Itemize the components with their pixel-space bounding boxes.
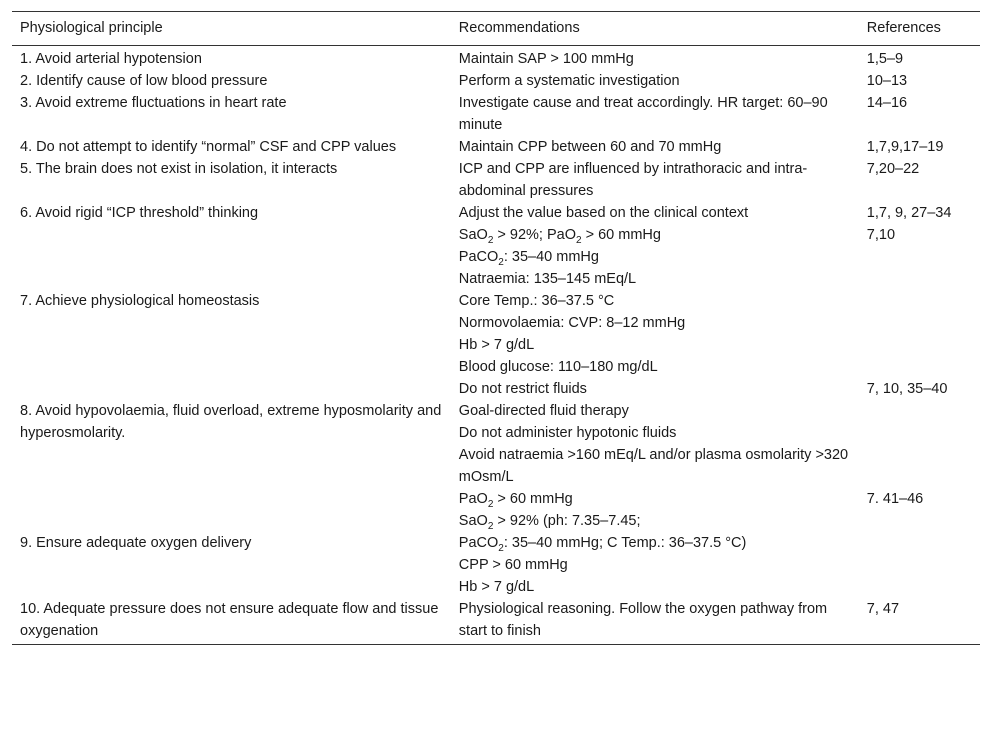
- reference-cell: 14–16: [866, 95, 908, 111]
- table-row: [12, 598, 980, 645]
- reference-cell-empty: [859, 356, 980, 378]
- table-row: [12, 46, 980, 71]
- reference-cell-empty: [859, 510, 980, 532]
- reference-cell-empty: [859, 422, 980, 444]
- header-row: [12, 12, 980, 46]
- recommendation-cell: Do not administer hypotonic fluids: [458, 425, 677, 441]
- reference-cell-empty: [859, 312, 980, 334]
- recommendation-cell: Core Temp.: 36–37.5 °C: [458, 293, 615, 309]
- principle-cell-empty: [12, 224, 451, 246]
- reference-cell-empty: [859, 334, 980, 356]
- table-row: [12, 488, 980, 510]
- recommendation-cell: Physiological reasoning. Follow the oxygen pathway from start to finish: [451, 598, 859, 645]
- reference-cell-empty: [859, 246, 980, 268]
- table-row: [12, 400, 980, 422]
- principle-cell: 5. The brain does not exist in isolation, it interacts: [20, 161, 338, 177]
- reference-cell: 7,10: [866, 227, 896, 243]
- table-row: [12, 576, 980, 598]
- table-row: [12, 356, 980, 378]
- principle-cell: 6. Avoid rigid “ICP threshold” thinking: [20, 205, 259, 221]
- header-principle: Physiological principle: [12, 12, 451, 46]
- recommendation-cell: Maintain CPP between 60 and 70 mmHg: [458, 139, 722, 155]
- recommendation-cell: Hb > 7 g/dL: [458, 579, 535, 595]
- table-row: [12, 290, 980, 312]
- principle-cell-empty: [12, 576, 451, 598]
- principle-cell: 10. Adequate pressure does not ensure adequate flow and tissue oxygenation: [12, 598, 451, 645]
- reference-cell-empty: [859, 290, 980, 312]
- reference-cell: 7, 10, 35–40: [866, 381, 948, 397]
- principle-cell-empty: [12, 554, 451, 576]
- principle-cell-empty: [12, 378, 451, 400]
- table-row: [12, 136, 980, 158]
- table-row: [12, 158, 980, 202]
- recommendation-cell: SaO$_2$ > 92%; PaO$_2$ > 60 mmHg: [458, 227, 661, 246]
- reference-cell: 1,7, 9, 27–34: [866, 205, 952, 221]
- reference-cell-empty: [859, 444, 980, 488]
- principle-cell: 8. Avoid hypovolaemia, fluid overload, extreme hyposmolarity and hyperosmolarity.: [20, 403, 442, 441]
- table-row: [12, 202, 980, 224]
- recommendation-cell: CPP > 60 mmHg: [458, 557, 568, 573]
- principle-cell: 9. Ensure adequate oxygen delivery: [20, 535, 252, 551]
- recommendation-cell: Perform a systematic investigation: [458, 73, 680, 89]
- reference-cell-empty: [859, 532, 980, 554]
- table-row: [12, 334, 980, 356]
- principle-cell-empty: [12, 246, 451, 268]
- principle-cell-empty: [12, 488, 451, 510]
- table-row: [12, 92, 980, 136]
- recommendation-cell: Adjust the value based on the clinical context: [458, 205, 749, 221]
- table-row: [12, 246, 980, 268]
- principle-cell-empty: [12, 356, 451, 378]
- principle-cell: 4. Do not attempt to identify “normal” CSF and CPP values: [20, 139, 397, 155]
- table-row: [12, 224, 980, 246]
- recommendation-cell: Normovolaemia: CVP: 8–12 mmHg: [458, 315, 686, 331]
- recommendation-cell: Natraemia: 135–145 mEq/L: [458, 271, 637, 287]
- principle-cell: 3. Avoid extreme fluctuations in heart rate: [20, 95, 287, 111]
- recommendations-table: [12, 11, 980, 645]
- header-references: References: [859, 12, 980, 46]
- recommendation-cell: Investigate cause and treat accordingly. HR target: 60–90 minute: [458, 95, 828, 133]
- reference-cell: 7,20–22: [866, 161, 920, 177]
- recommendation-cell: PaCO$_2$: 35–40 mmHg: [458, 249, 599, 268]
- reference-cell: 1,7,9,17–19: [866, 139, 944, 155]
- header-recommendations: Recommendations: [451, 12, 859, 46]
- reference-cell: 7. 41–46: [866, 491, 924, 507]
- recommendation-cell: Maintain SAP > 100 mmHg: [458, 51, 634, 67]
- recommendation-cell: Blood glucose: 110–180 mg/dL: [458, 359, 658, 375]
- table-row: [12, 510, 980, 532]
- table-row: [12, 70, 980, 92]
- principle-cell: 7. Achieve physiological homeostasis: [20, 293, 260, 309]
- principle-cell: 2. Identify cause of low blood pressure: [20, 73, 268, 89]
- table-row: [12, 378, 980, 400]
- recommendation-cell: PaO$_2$ > 60 mmHg: [458, 491, 573, 510]
- reference-cell-empty: [859, 268, 980, 290]
- principle-cell-empty: [12, 510, 451, 532]
- reference-cell: 1,5–9: [866, 51, 904, 67]
- principle-cell-empty: [12, 334, 451, 356]
- recommendation-cell: Goal-directed fluid therapy: [458, 403, 629, 419]
- reference-cell: 10–13: [866, 73, 908, 89]
- principle-cell: 1. Avoid arterial hypotension: [20, 51, 202, 67]
- recommendation-cell: Avoid natraemia >160 mEq/L and/or plasma osmolarity >320 mOsm/L: [458, 447, 849, 485]
- recommendation-cell: Hb > 7 g/dL: [458, 337, 535, 353]
- recommendation-cell: Do not restrict fluids: [458, 381, 587, 397]
- recommendation-cell: PaCO$_2$: 35–40 mmHg; C Temp.: 36–37.5 °C): [458, 535, 747, 554]
- recommendation-cell: ICP and CPP are influenced by intrathoracic and intra-abdominal pressures: [458, 161, 808, 199]
- table-row: [12, 532, 980, 554]
- recommendation-cell: SaO$_2$ > 92% (ph: 7.35–7.45;: [458, 513, 641, 532]
- reference-cell-empty: [859, 400, 980, 422]
- principle-cell-empty: [12, 268, 451, 290]
- principle-cell-empty: [12, 312, 451, 334]
- table-row: [12, 554, 980, 576]
- reference-cell-empty: [859, 576, 980, 598]
- table-row: [12, 268, 980, 290]
- reference-cell-empty: [859, 554, 980, 576]
- reference-cell: 7, 47: [859, 598, 980, 645]
- table-row: [12, 312, 980, 334]
